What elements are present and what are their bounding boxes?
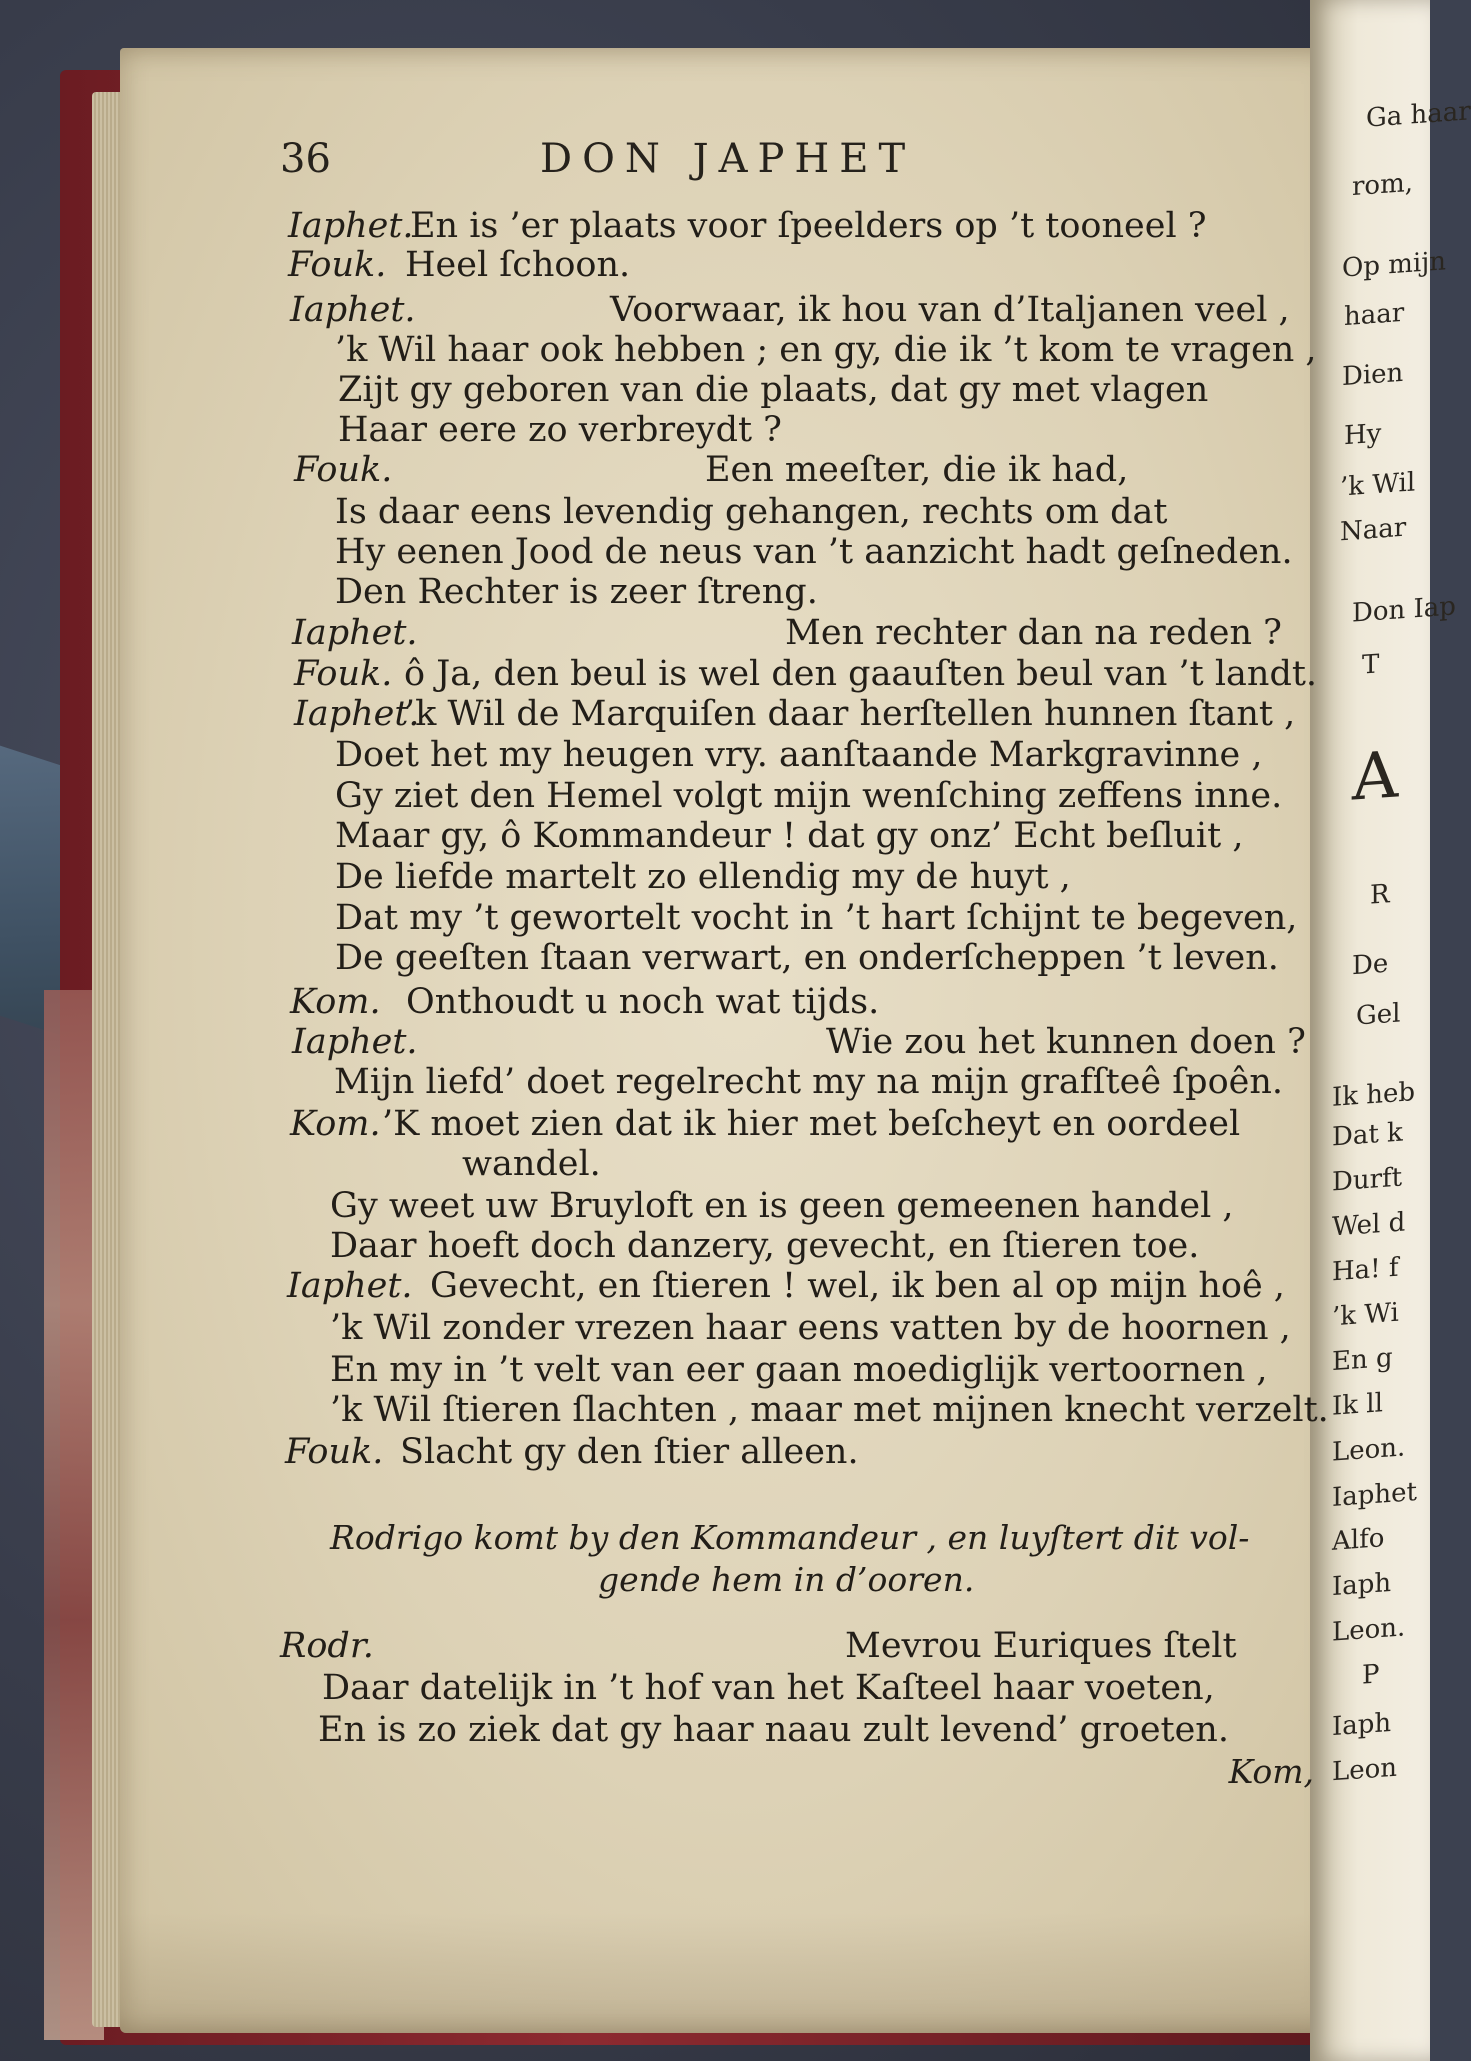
verse-line: Den Rechter is zeer ſtreng. — [335, 572, 818, 612]
verse-line: ’K moet zien dat ik hier met beſcheyt en oordeel — [382, 1104, 1241, 1144]
verse-line: Voorwaar, ik hou van d’Italjanen veel , — [610, 290, 1290, 330]
speaker-name: Fouk. — [294, 654, 393, 694]
catchword: Kom, — [1228, 1752, 1314, 1791]
speaker-name: Fouk. — [285, 1432, 384, 1472]
stage-direction: Rodrigo komt by den Kommandeur , en luyſtert dit vol- — [330, 1518, 1250, 1557]
verse-line: Haar eere zo verbreydt ? — [338, 410, 782, 450]
facing-page-fragment: Alfo — [1332, 1523, 1385, 1557]
verse-line: ô Ja, den beul is wel den gaauſten beul van ’t landt. — [404, 654, 1318, 694]
speaker-name: Kom. — [290, 1104, 381, 1144]
facing-page-fragment: Hy — [1344, 418, 1382, 452]
speaker-name: Fouk. — [288, 245, 387, 285]
facing-page-fragment: Durft — [1332, 1162, 1403, 1198]
verse-line: Heel ſchoon. — [405, 245, 631, 285]
facing-page-fragment: Iaph — [1332, 1567, 1392, 1603]
verse-line: Is daar eens levendig gehangen, rechts om dat — [335, 492, 1168, 532]
page-number: 36 — [280, 136, 331, 182]
verse-line: Doet het my heugen vry. aanſtaande Markgravinne , — [335, 735, 1263, 775]
verse-line: Daar datelijk in ’t hof van het Kaſteel haar voeten, — [322, 1668, 1215, 1708]
verse-line: En my in ’t velt van eer gaan moediglijk vertoornen , — [330, 1350, 1268, 1390]
verse-line: ’k Wil haar ook hebben ; en gy, die ik ’t kom te vragen , — [335, 330, 1317, 370]
verse-line: En is zo ziek dat gy haar naau zult levend’ groeten. — [318, 1710, 1229, 1750]
facing-page-fragment: De — [1352, 948, 1389, 982]
facing-page-fragment: Dien — [1342, 357, 1404, 393]
verse-line: De geeſten ſtaan verwart, en onderſcheppen ’t leven. — [335, 938, 1279, 978]
running-title: DON JAPHET — [540, 136, 916, 182]
speaker-name: Iaphet. — [292, 1022, 418, 1062]
speaker-name: Iaphet. — [292, 613, 418, 653]
speaker-name: Fouk. — [294, 450, 393, 490]
facing-page-fragment: Iaphet — [1332, 1477, 1417, 1513]
verse-line: En is ’er plaats voor ſpeelders op ’t tooneel ? — [410, 206, 1207, 246]
verse-line: Een meeſter, die ik had, — [705, 450, 1129, 490]
verse-line: Hy eenen Jood de neus van ’t aanzicht hadt geſneden. — [335, 532, 1293, 572]
verse-line: Gevecht, en ſtieren ! wel, ik ben al op mijn hoê , — [430, 1266, 1285, 1306]
facing-page-fragment: En g — [1332, 1342, 1393, 1378]
speaker-name: Kom. — [290, 982, 381, 1022]
facing-page-fragment: Ik ll — [1332, 1388, 1383, 1422]
verse-line: ’k Wil de Marquiſen daar herſtellen hunnen ſtant , — [404, 694, 1296, 734]
verse-line: Zijt gy geboren van die plaats, dat gy met vlagen — [338, 370, 1209, 410]
verse-line: Men rechter dan na reden ? — [785, 613, 1282, 653]
facing-page-fragment: Don Iap — [1352, 591, 1456, 629]
speaker-name: Iaphet. — [290, 290, 416, 330]
verse-line: Wie zou het kunnen doen ? — [826, 1022, 1306, 1062]
facing-page-fragment: Wel d — [1332, 1207, 1406, 1243]
facing-page-fragment: P — [1362, 1659, 1380, 1691]
verse-line: ’k Wil zonder vrezen haar eens vatten by de hoornen , — [330, 1308, 1291, 1348]
facing-page-fragment: rom, — [1352, 167, 1414, 203]
facing-page-fragment: A — [1352, 738, 1399, 816]
facing-page-fragment: Leon. — [1332, 1612, 1406, 1648]
verse-line: Onthoudt u noch wat tijds. — [406, 982, 880, 1022]
speaker-name: Iaphet. — [288, 206, 414, 246]
facing-page-fragment: Iaph — [1332, 1707, 1392, 1743]
facing-page-fragment: Leon. — [1332, 1432, 1406, 1468]
speaker-name: Iaphet. — [294, 694, 420, 734]
facing-page-fragment: Gel — [1356, 998, 1401, 1032]
speaker-name: Iaphet. — [287, 1266, 413, 1306]
facing-page-fragment: Ik heb — [1332, 1077, 1416, 1113]
verse-line: Gy weet uw Bruyloft en is geen gemeenen handel , — [330, 1186, 1234, 1226]
facing-page-fragment: Leon — [1332, 1752, 1398, 1788]
facing-page-fragment: Op mijn — [1342, 246, 1446, 284]
facing-page-fragment: haar — [1344, 297, 1405, 333]
stage-direction: gende hem in d’ooren. — [598, 1560, 975, 1599]
verse-line: Gy ziet den Hemel volgt mijn wenſching zeffens inne. — [335, 776, 1283, 816]
running-head — [280, 136, 1282, 196]
facing-page-fragment: Dat k — [1332, 1117, 1403, 1153]
facing-page-fragment: T — [1362, 649, 1380, 681]
facing-page-fragment: ’k Wil — [1340, 467, 1416, 503]
verse-line: Slacht gy den ſtier alleen. — [400, 1432, 859, 1472]
verse-line: Mijn liefd’ doet regelrecht my na mijn grafſteê ſpoên. — [334, 1062, 1284, 1102]
verse-line: Dat my ’t gewortelt vocht in ’t hart ſchijnt te begeven, — [335, 898, 1298, 938]
facing-page-fragment: R — [1370, 879, 1390, 911]
facing-page-fragment: Ha! f — [1332, 1252, 1399, 1288]
verse-line: De liefde martelt zo ellendig my de huyt , — [335, 857, 1071, 897]
facing-page-fragment: Naar — [1340, 512, 1407, 548]
verse-line: Mevrou Euriques ſtelt — [845, 1626, 1237, 1666]
facing-page-fragment: Ga haar — [1366, 96, 1471, 134]
verse-line: ’k Wil ſtieren ſlachten , maar met mijnen knecht verzelt. — [330, 1390, 1329, 1430]
verse-line: Daar hoeft doch danzery, gevecht, en ſtieren toe. — [330, 1226, 1200, 1266]
facing-page — [1310, 0, 1471, 2061]
speaker-name: Rodr. — [280, 1626, 374, 1666]
verse-line: Maar gy, ô Kommandeur ! dat gy onz’ Echt beſluit , — [335, 816, 1244, 856]
facing-page-fragment: ’k Wi — [1332, 1297, 1399, 1333]
verse-line: wandel. — [462, 1144, 601, 1184]
